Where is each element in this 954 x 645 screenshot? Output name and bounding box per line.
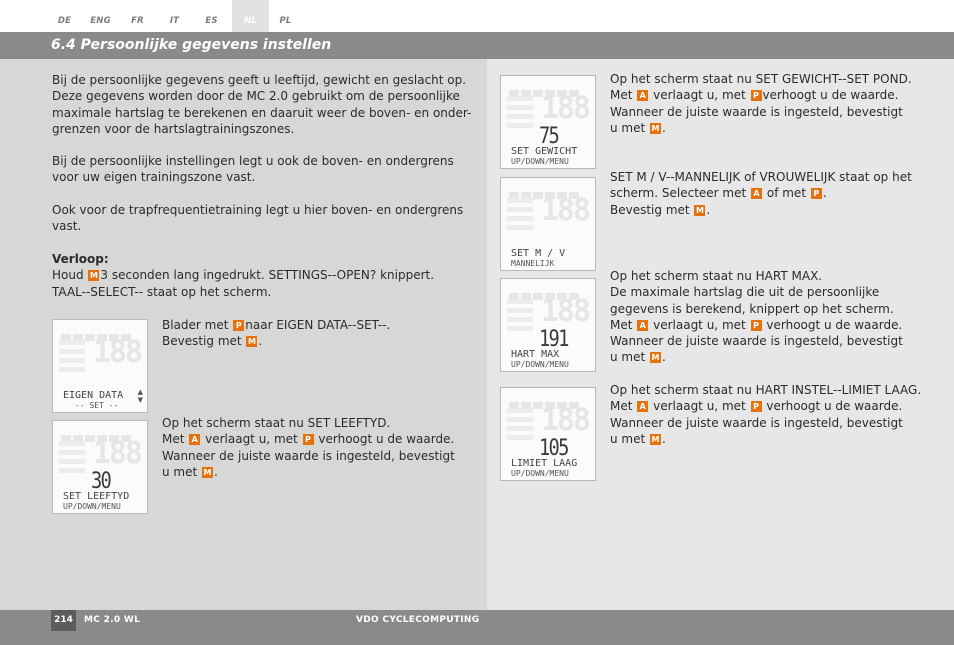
p-key-icon: P	[233, 320, 244, 331]
lcd-ghost-digits: 188	[92, 335, 141, 370]
lcd-line-1: SET GEWICHT	[511, 146, 578, 157]
step-hart-max-text	[610, 268, 903, 366]
step-limiet-laag-text	[610, 382, 921, 447]
lang-tab-es[interactable]: ES	[205, 16, 218, 26]
text-fragment: .	[214, 464, 218, 479]
lcd-ghost-digits: 188	[92, 436, 141, 471]
text-fragment: u met	[610, 120, 646, 135]
lcd-ghost-segments	[59, 441, 89, 477]
lcd-ghost-segments	[507, 408, 537, 444]
text-fragment: .	[706, 202, 711, 217]
lcd-segment-row	[61, 326, 139, 335]
lcd-line-2: UP/DOWN/MENU	[63, 502, 121, 511]
footer-brand: VDO CYCLECOMPUTING	[356, 615, 480, 625]
text-line: Wanneer de juiste waarde is ingesteld, bevestigt	[610, 104, 903, 119]
procedure-heading: Verloop:	[52, 252, 109, 266]
m-key-icon: M	[651, 353, 660, 363]
page-number: 214	[51, 610, 76, 631]
text-line	[610, 202, 912, 218]
p-key-icon: P	[751, 401, 762, 412]
lang-tab-fr[interactable]: FR	[131, 16, 144, 26]
lcd-ghost-segments	[507, 299, 537, 335]
text-fragment: u met	[162, 464, 198, 479]
lcd-line-2: MANNELIJK	[511, 259, 555, 268]
text-fragment: u met	[610, 431, 646, 446]
text-line: Bij de persoonlijke instellingen legt u ook de boven- en ondergrens	[52, 154, 454, 168]
text-line	[162, 317, 390, 333]
text-line	[610, 349, 903, 365]
text-fragment: verhoogt u de waarde.	[766, 399, 903, 414]
a-key-icon: A	[637, 401, 648, 412]
footer-bar	[0, 610, 954, 645]
text-line: Wanneer de juiste waarde is ingesteld, bevestigt	[162, 448, 455, 463]
intro-paragraph-1	[52, 72, 471, 137]
lang-tab-de[interactable]: DE	[57, 16, 72, 26]
lcd-value: 191	[539, 327, 568, 352]
text-line: Op het scherm staat nu SET LEEFTYD.	[162, 416, 391, 430]
text-fragment: of met	[766, 186, 807, 201]
text-line	[610, 317, 903, 333]
footer-model: MC 2.0 WL	[84, 615, 141, 625]
lcd-segment-row	[61, 427, 139, 436]
lcd-line-1: EIGEN DATA	[63, 390, 124, 401]
step-leeftijd-text	[162, 415, 455, 480]
text-fragment: .	[662, 431, 666, 446]
lcd-segment-row	[509, 285, 587, 294]
text-fragment: Met	[162, 432, 185, 447]
text-line: gegevens is berekend, knippert op het scherm.	[610, 301, 894, 316]
text-fragment: naar EIGEN DATA--SET--.	[245, 318, 391, 332]
lcd-ghost-digits: 188	[540, 91, 589, 126]
text-fragment: 3 seconden lang ingedrukt. SETTINGS--OPEN? knippert.	[100, 268, 435, 283]
text-line: maximale hartslag te berekenen en daaruit weer de boven- en onder-	[52, 105, 472, 120]
text-fragment: .	[662, 120, 666, 135]
text-line: Ook voor de trapfrequentietraining legt u hier boven- en ondergrens	[52, 203, 464, 217]
text-line: voor uw eigen trainingszone vast.	[52, 170, 256, 185]
procedure-line-2: TAAL--SELECT-- staat op het scherm.	[52, 284, 272, 299]
step-gewicht-text	[610, 71, 912, 136]
p-key-icon: P	[751, 90, 762, 101]
lang-tab-nl[interactable]: NL	[232, 0, 269, 32]
m-key-icon: M	[247, 337, 256, 347]
text-fragment: verhoogt u de waarde.	[762, 88, 899, 103]
text-fragment: .	[822, 186, 827, 201]
lcd-display-hart-max	[500, 278, 596, 372]
text-fragment: verlaagt u, met	[653, 399, 746, 414]
text-fragment: Bevestig met	[610, 202, 690, 217]
text-line	[610, 398, 921, 414]
lcd-display-gewicht	[500, 75, 596, 169]
text-line	[610, 87, 912, 103]
lcd-display-limiet-laag	[500, 387, 596, 481]
text-fragment: .	[662, 350, 666, 365]
text-line	[610, 431, 921, 447]
text-line: Wanneer de juiste waarde is ingesteld, bevestigt	[610, 334, 903, 349]
lcd-ghost-digits: 188	[540, 294, 589, 329]
text-fragment: Houd	[52, 268, 84, 283]
text-fragment: scherm. Selecteer met	[610, 186, 747, 201]
lcd-line-1: SET M / V	[511, 248, 566, 259]
text-line	[162, 464, 455, 480]
a-key-icon: A	[189, 434, 200, 445]
section-title: 6.4 Persoonlijke gegevens instellen	[51, 37, 332, 53]
text-fragment: verhoogt u de waarde.	[318, 432, 455, 447]
lang-tab-pl[interactable]: PL	[279, 16, 292, 26]
text-line: Wanneer de juiste waarde is ingesteld, bevestigt	[610, 415, 903, 430]
lcd-ghost-segments	[507, 96, 537, 132]
procedure	[52, 251, 434, 300]
a-key-icon: A	[637, 90, 648, 101]
lcd-segment-row	[509, 184, 587, 193]
text-line: grenzen voor de hartslagtrainingszones.	[52, 121, 295, 136]
text-line: Deze gegevens worden door de MC 2.0 gebruikt om de persoonlijke	[52, 89, 460, 104]
text-fragment: u met	[610, 350, 646, 365]
text-line: vast.	[52, 219, 82, 234]
text-line	[610, 185, 912, 201]
text-line: Bij de persoonlijke gegevens geeft u leeftijd, gewicht en geslacht op.	[52, 73, 467, 87]
text-line	[162, 333, 390, 349]
step-geslacht-text	[610, 169, 912, 218]
lcd-ghost-digits: 188	[540, 403, 589, 438]
text-fragment: Bevestig met	[162, 334, 242, 349]
language-bar	[0, 0, 954, 32]
step-eigen-data-text	[162, 317, 390, 350]
p-key-icon: P	[303, 434, 314, 445]
text-fragment: Met	[610, 399, 633, 414]
lcd-value: 105	[539, 436, 568, 461]
lcd-line-2: UP/DOWN/MENU	[511, 469, 569, 478]
m-key-icon: M	[695, 205, 704, 215]
text-fragment: Met	[610, 88, 633, 103]
text-line: Op het scherm staat nu HART MAX.	[610, 269, 823, 283]
text-line	[610, 120, 912, 136]
lcd-display-geslacht	[500, 177, 596, 271]
lcd-value: 75	[539, 124, 559, 149]
text-fragment: verlaagt u, met	[653, 88, 746, 103]
lcd-segment-row	[509, 394, 587, 403]
a-key-icon: A	[637, 320, 648, 331]
lcd-line-1: LIMIET LAAG	[511, 458, 578, 469]
lcd-ghost-digits: 188	[540, 193, 589, 228]
lcd-line-2: UP/DOWN/MENU	[511, 360, 569, 369]
text-line: Op het scherm staat nu HART INSTEL--LIMIET LAAG.	[610, 383, 922, 397]
text-fragment: Met	[610, 317, 633, 332]
lcd-value: 30	[91, 469, 111, 494]
intro-paragraph-3	[52, 202, 463, 235]
m-key-icon: M	[89, 271, 98, 281]
text-line: De maximale hartslag die uit de persoonlijke	[610, 285, 880, 300]
p-key-icon: P	[811, 188, 822, 199]
text-fragment: verhoogt u de waarde.	[766, 317, 903, 332]
lcd-display-eigen-data	[52, 319, 148, 413]
m-key-icon: M	[203, 467, 212, 477]
text-line: SET M / V--MANNELIJK of VROUWELIJK staat op het	[610, 170, 912, 184]
lcd-segment-row	[509, 82, 587, 91]
m-key-icon: M	[651, 123, 660, 133]
lcd-ghost-segments	[507, 198, 537, 234]
text-fragment: verlaagt u, met	[653, 317, 746, 332]
text-fragment: .	[258, 334, 263, 349]
text-fragment: verlaagt u, met	[205, 432, 298, 447]
p-key-icon: P	[751, 320, 762, 331]
a-key-icon: A	[751, 188, 762, 199]
lcd-ghost-segments	[59, 340, 89, 376]
m-key-icon: M	[651, 434, 660, 444]
intro-paragraph-2	[52, 153, 454, 186]
lcd-line-1: HART MAX	[511, 349, 560, 360]
lcd-arrow-icon: ▲ ▼	[137, 388, 143, 404]
text-line: Op het scherm staat nu SET GEWICHT--SET POND.	[610, 72, 912, 86]
text-line	[162, 431, 455, 447]
procedure-line-1	[52, 267, 434, 283]
lang-tab-eng[interactable]: ENG	[90, 16, 111, 26]
section-header	[0, 32, 954, 59]
lcd-line-2: UP/DOWN/MENU	[511, 157, 569, 166]
lcd-display-leeftijd	[52, 420, 148, 514]
lang-tab-it[interactable]: IT	[169, 16, 180, 26]
lcd-line-2: -- SET --	[75, 401, 119, 410]
lcd-line-1: SET LEEFTYD	[63, 491, 130, 502]
text-fragment: Blader met	[162, 318, 229, 332]
